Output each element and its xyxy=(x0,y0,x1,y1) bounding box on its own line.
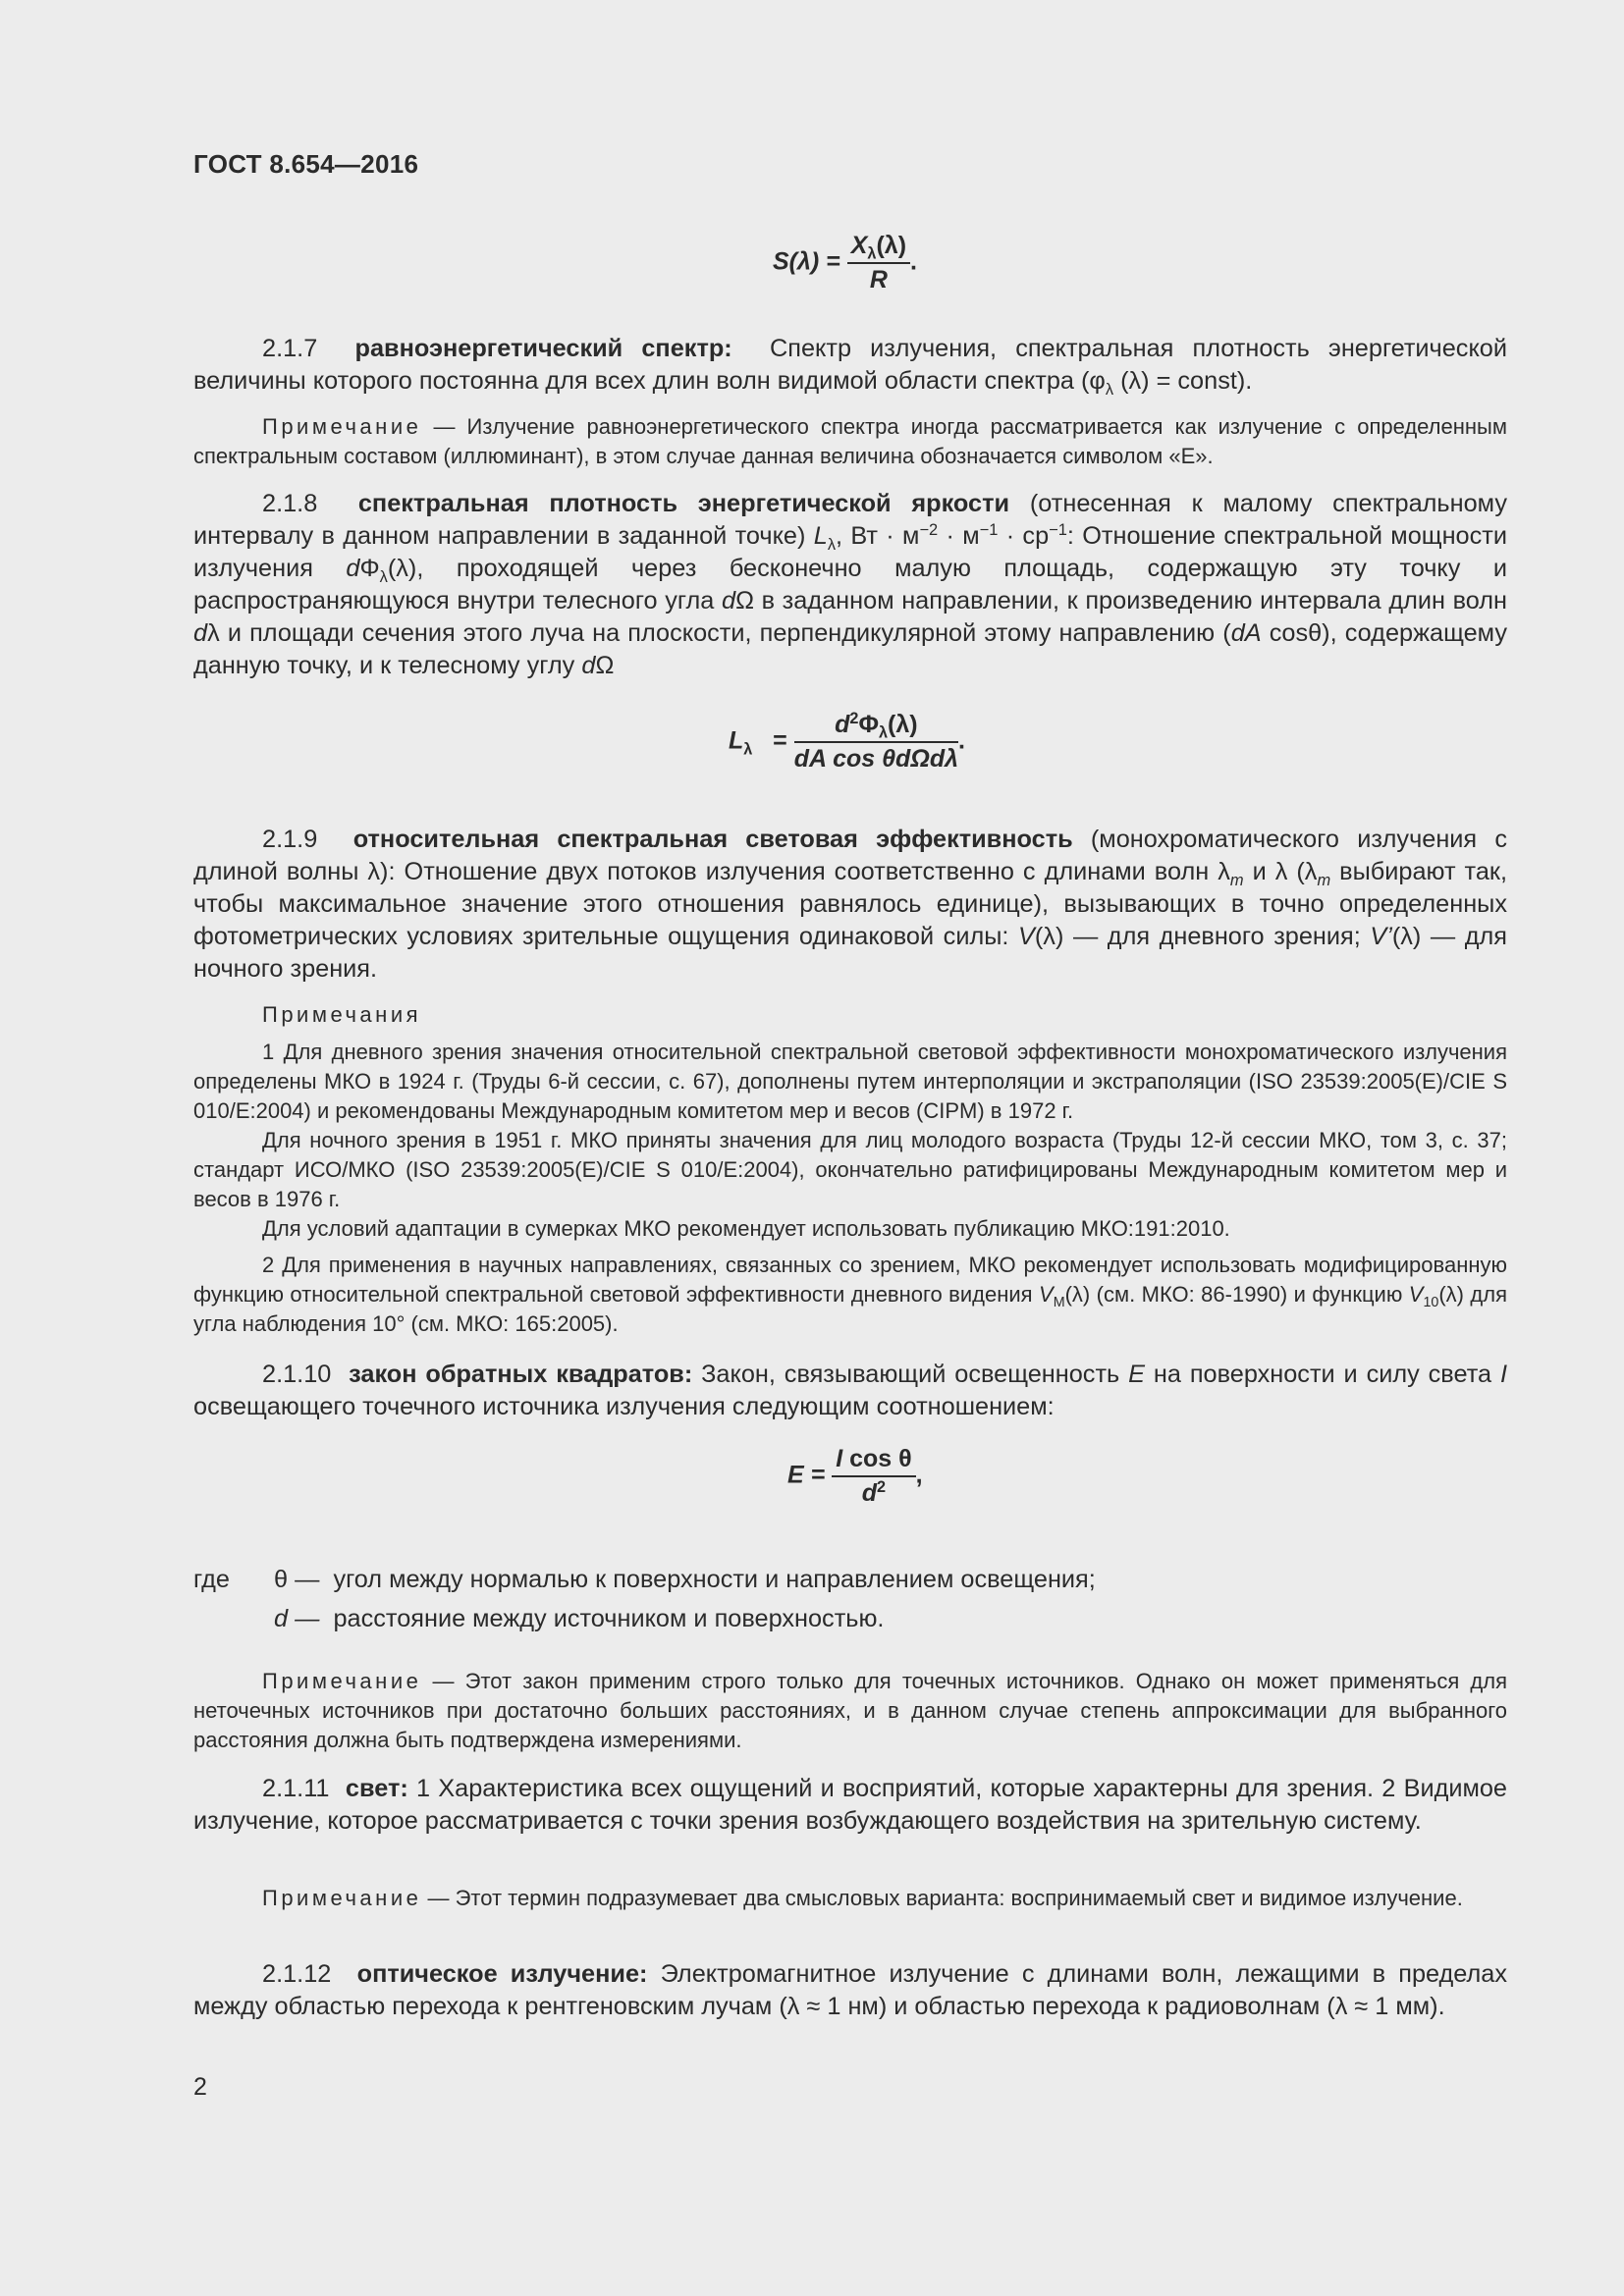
clause-term: равноэнергетический спектр: xyxy=(354,335,732,362)
symbol-V: V xyxy=(1018,923,1035,950)
note-2-1-9-1: 1 Для дневного зрения значения относительной спектральной световой эффективности монохроматического излучения определены МКО в 1924 г. (Труды 6-й сессии, с. 67), дополнены путем интерполяции и экстраполяции (ISO 23539:2005(E)/CIE S 010/E:2004) и рекомендованы Международным комитетом мер и весов (CIPM) в 1972 г. xyxy=(193,1040,1507,1123)
where-text: угол между нормалью к поверхности и направлением освещения; xyxy=(333,1566,1096,1593)
clause-text-tail: (λ) = const). xyxy=(1113,367,1253,395)
formula3-end: , xyxy=(915,1461,923,1489)
document-code: ГОСТ 8.654—2016 xyxy=(193,149,419,179)
symbol-d: d xyxy=(722,587,736,614)
note-text: 2 Для применения в научных направлениях, связанных со зрением, МКО рекомендует использовать модифицированную функцию относительной спектральной световой эффективности дневного видения xyxy=(193,1253,1507,1307)
clause-2-1-7 xyxy=(193,333,1507,398)
symbol-d: d xyxy=(193,619,208,647)
formula3-den-d: d xyxy=(861,1479,878,1507)
note-text: — Этот термин подразумевает два смысловых варианта: воспринимаемый свет и видимое излучение. xyxy=(421,1886,1463,1910)
clause-text: (λ), проходящей через бесконечно малую площадь, содержащую эту точку и распространяющуюся внутри телесного угла xyxy=(193,555,1507,614)
formula1-num-sub: λ xyxy=(867,244,877,263)
clause-text: Электромагнитное излучение с длинами волн, лежащими в пределах между областью перехода к рентгеновским лучам (λ ≈ 1 нм) и областью перехода к радиоволнам (λ ≈ 1 мм). xyxy=(193,1960,1508,2020)
formula1-den: R xyxy=(869,266,888,294)
where-symbol: θ — xyxy=(274,1566,320,1593)
clause-2-1-9 xyxy=(193,824,1507,986)
formula2-num-tail: (λ) xyxy=(888,711,918,738)
note-text: — Этот закон применим строго только для точечных источников. Однако он может применяться для неточечных источников при достаточно больших расстояниях, и в данном случае степень аппроксимации для выбранного расстояния должна быть подтверждена измерениями. xyxy=(193,1669,1507,1752)
formula1-lhs: S(λ) = xyxy=(773,247,840,276)
note-label: Примечание xyxy=(262,1669,422,1693)
formula2-eq: = xyxy=(773,726,787,755)
clause-number: 2.1.10 xyxy=(262,1361,332,1388)
clause-text: Закон, связывающий освещенность xyxy=(692,1361,1129,1388)
clause-2-1-12 xyxy=(193,1958,1507,2023)
clause-text: Ω в заданном направлении, к произведению интервала длин волн xyxy=(735,587,1507,614)
note-2-1-9-2 xyxy=(193,1251,1507,1339)
where-row-theta xyxy=(274,1560,1096,1599)
clause-term: спектральная плотность энергетической яркости xyxy=(357,490,1010,517)
formula3-num-I: I xyxy=(836,1445,843,1472)
note-2-1-9-1b: Для ночного зрения в 1951 г. МКО приняты значения для лиц молодого возраста (Труды 12-й сессии МКО, том 3, с. 37; стандарт ИСО/МКО (ISO 23539:2005(E)/CIE S 010/E:2004), окончательно ратифицированы Международным комитетом мер и весов в 1976 г. xyxy=(193,1128,1507,1211)
formula2-end: . xyxy=(958,726,965,755)
clause-text: (λ) — для ночного зрения. xyxy=(193,923,1507,983)
clause-text: выбирают так, чтобы максимальное значение этого отношения равнялось единице), вызывающих в точно определенных фотометрических условиях зрительные ощущения одинаковой силы: xyxy=(193,858,1508,950)
symbol-m-sub: m xyxy=(1229,871,1244,889)
where-symbol: d — xyxy=(274,1605,320,1632)
notes-label: Примечания xyxy=(262,1002,422,1027)
formula3-num-tail: cos θ xyxy=(849,1445,912,1472)
formula-radiance xyxy=(729,711,965,774)
clause-term: закон обратных квадратов: xyxy=(349,1361,693,1388)
symbol-L: L xyxy=(813,522,828,550)
clause-text: и λ (λ xyxy=(1243,858,1318,885)
symbol-d: d xyxy=(581,652,596,679)
note-text: (λ) (см. МКО: 86-1990) и функцию xyxy=(1064,1282,1409,1307)
note-text: (λ) для угла наблюдения 10° (см. МКО: 165:2005). xyxy=(193,1282,1508,1336)
symbol-V: V xyxy=(1039,1282,1054,1307)
unit-text: , Вт · м xyxy=(836,522,920,550)
formula1-end: . xyxy=(910,247,917,276)
clause-text: Спектр излучения, спектральная плотность энергетической величины которого постоянна для всех длин волн видимой области спектра (φ xyxy=(193,335,1508,395)
symbol-L-sub: λ xyxy=(827,535,837,554)
note-label: Примечание xyxy=(262,1886,422,1910)
clause-number: 2.1.11 xyxy=(262,1775,330,1802)
where-row-d xyxy=(274,1599,884,1638)
note-label: Примечание xyxy=(262,414,422,439)
unit-exp: −2 xyxy=(919,520,939,539)
clause-text: : Отношение спектральной мощности излучения xyxy=(193,522,1507,582)
symbol-phi-sub: λ xyxy=(379,567,388,586)
symbol-d: d xyxy=(346,555,360,582)
formula2-den: dA cos θdΩdλ xyxy=(793,745,959,773)
clause-2-1-10 xyxy=(193,1359,1507,1423)
note-2-1-9-1c: Для условий адаптации в сумерках МКО рекомендует использовать публикацию МКО:191:2010. xyxy=(262,1216,1230,1241)
page-number: 2 xyxy=(193,2073,207,2101)
symbol-V10-sub: 10 xyxy=(1423,1295,1439,1310)
clause-text: (монохроматического излучения с длиной волны λ): Отношение двух потоков излучения соответственно с длинами волн λ xyxy=(193,826,1507,885)
formula2-L: L xyxy=(729,726,744,755)
clause-text: освещающего точечного источника излучения следующим соотношением: xyxy=(193,1393,1055,1420)
clause-text: λ и площади сечения этого луча на плоскости, перпендикулярной этому направлению ( xyxy=(207,619,1231,647)
clause-term: свет: xyxy=(345,1775,408,1802)
formula1-num: X xyxy=(850,232,868,259)
clause-text: на поверхности и силу света xyxy=(1145,1361,1500,1388)
formula-s-lambda xyxy=(773,232,917,294)
formula3-lhs: E = xyxy=(787,1461,826,1489)
clause-term: оптическое излучение: xyxy=(356,1960,648,1988)
formula1-num-tail: (λ) xyxy=(876,232,907,259)
clause-text: 1 Характеристика всех ощущений и восприятий, которые характерны для зрения. 2 Видимое излучение, которое рассматривается с точки зрения возбуждающего воздействия на зрительную систему. xyxy=(193,1775,1507,1835)
formula2-num-d: d xyxy=(835,711,850,738)
note-2-1-11 xyxy=(193,1884,1507,1913)
clause-text: (λ) — для дневного зрения; xyxy=(1034,923,1371,950)
symbol-I: I xyxy=(1499,1361,1507,1388)
formula2-num-phi: Φ xyxy=(858,711,879,738)
clause-text: (отнесенная к малому спектральному интервалу в данном направлении в заданной точке) xyxy=(193,490,1507,550)
note-text: — Излучение равноэнергетического спектра иногда рассматривается как излучение с определенным спектральным составом (иллюминант), в этом случае данная величина обозначается символом «Е». xyxy=(193,414,1507,468)
clause-text: cosθ), содержащему данную точку, и к телесному углу xyxy=(193,619,1507,679)
unit-exp: −1 xyxy=(979,520,999,539)
clause-number: 2.1.9 xyxy=(262,826,318,853)
symbol-E: E xyxy=(1128,1361,1145,1388)
symbol-dA: dA xyxy=(1230,619,1262,647)
symbol-m-sub: m xyxy=(1317,871,1331,889)
clause-text: Ω xyxy=(595,652,615,679)
formula2-L-sub: λ xyxy=(743,740,753,759)
clause-2-1-8 xyxy=(193,488,1507,682)
clause-term: относительная спектральная световая эффективность xyxy=(352,826,1073,853)
symbol-phi: Φ xyxy=(359,555,380,582)
clause-number: 2.1.12 xyxy=(262,1960,332,1988)
unit-text: · м xyxy=(938,522,980,550)
where-block xyxy=(193,1560,1507,1638)
note-2-1-7 xyxy=(193,412,1507,471)
clause-number: 2.1.8 xyxy=(262,490,318,517)
note-2-1-10 xyxy=(193,1667,1507,1755)
clause-sub: λ xyxy=(1105,380,1114,399)
symbol-V-prime: V’ xyxy=(1370,923,1392,950)
formula2-num-sub: λ xyxy=(879,723,889,742)
unit-exp: −1 xyxy=(1049,520,1067,539)
clause-number: 2.1.7 xyxy=(262,335,318,362)
formula3-den-exp: 2 xyxy=(877,1478,887,1497)
symbol-V-sub: M xyxy=(1053,1295,1065,1310)
formula2-num-exp: 2 xyxy=(849,710,859,728)
formula-inverse-square xyxy=(787,1445,923,1508)
notes-2-1-9-label xyxy=(193,1000,1507,1030)
unit-text: · ср xyxy=(998,522,1050,550)
clause-2-1-11 xyxy=(193,1773,1507,1838)
symbol-V: V xyxy=(1408,1282,1424,1307)
where-text: расстояние между источником и поверхностью. xyxy=(333,1605,885,1632)
where-label: где xyxy=(193,1566,230,1593)
